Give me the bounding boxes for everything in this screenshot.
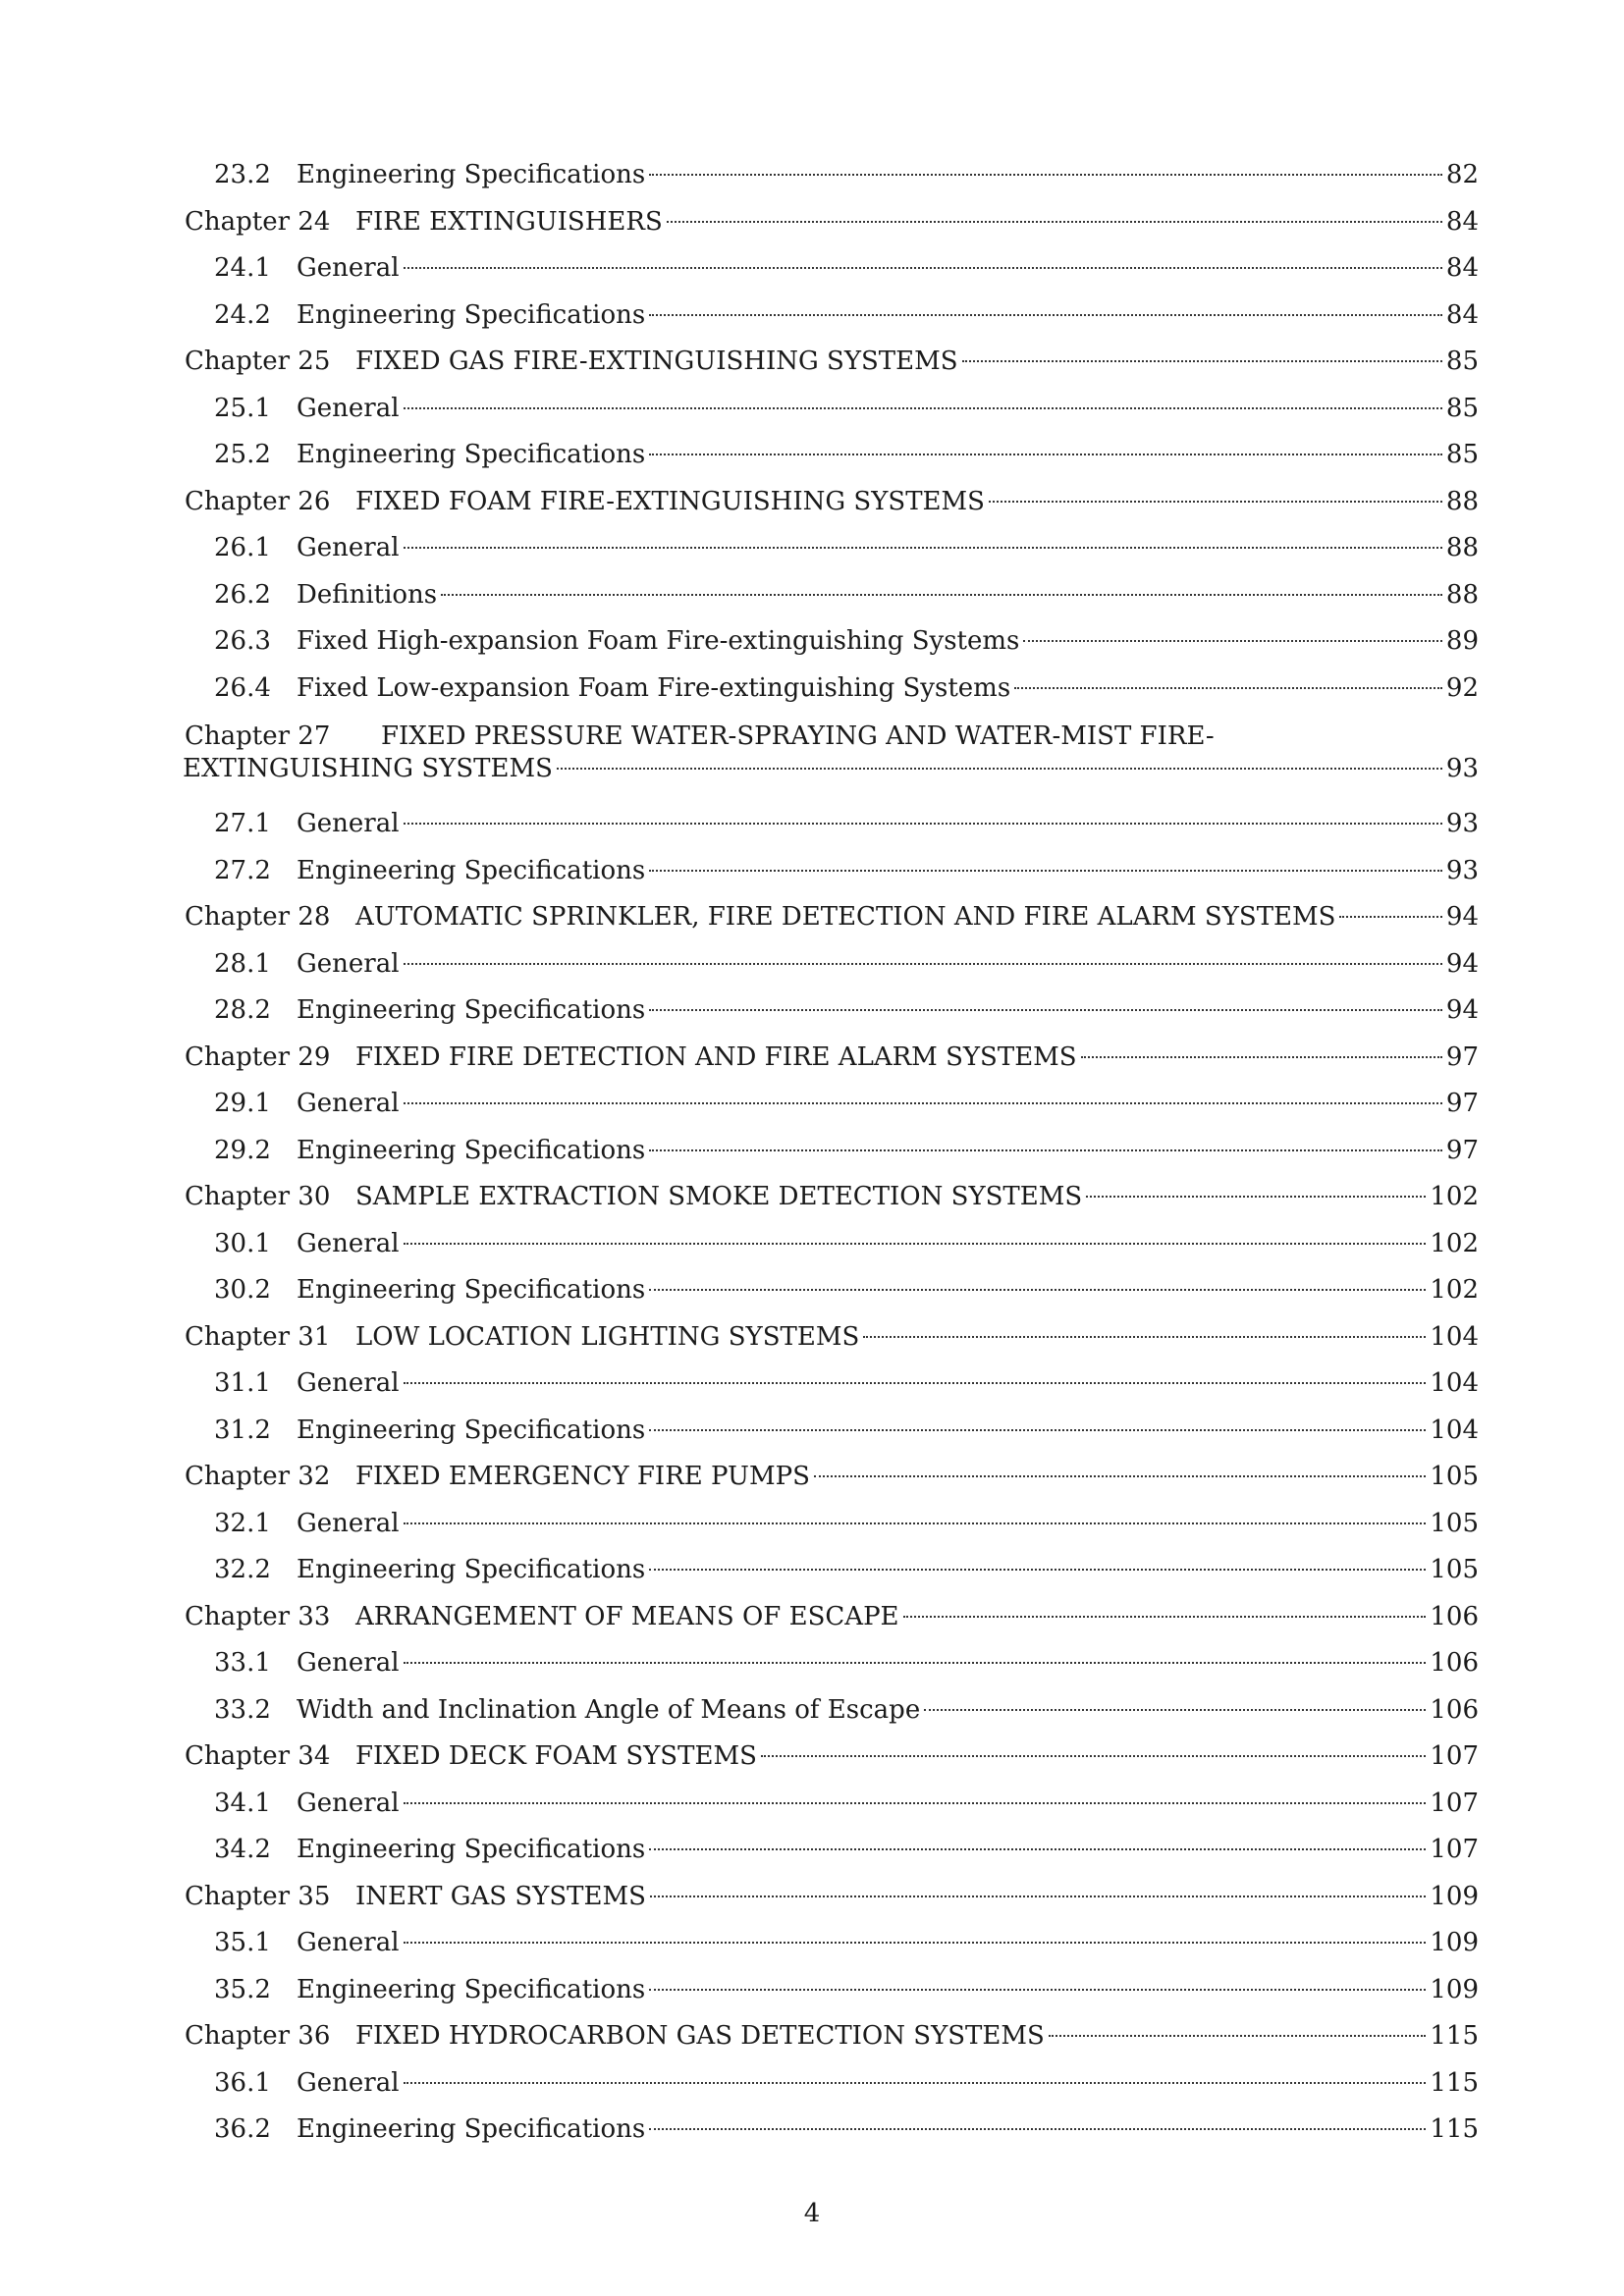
dot-leader — [814, 1475, 1426, 1477]
toc-section-entry[interactable] — [185, 941, 1479, 988]
toc-entry-number: 26.2 — [214, 579, 271, 610]
toc-entry-page: 88 — [1445, 486, 1479, 516]
dot-leader — [1081, 1056, 1442, 1058]
toc-entry-page: 84 — [1445, 206, 1479, 237]
dot-leader — [404, 1243, 1427, 1245]
toc-entry-title: General — [297, 1089, 400, 1118]
dot-leader — [989, 501, 1442, 503]
toc-entry-page: 89 — [1445, 626, 1479, 656]
dot-leader — [441, 594, 1442, 596]
toc-entry-number: 29.2 — [214, 1135, 271, 1165]
toc-chapter-entry[interactable] — [185, 479, 1479, 526]
toc-entry-title: FIXED EMERGENCY FIRE PUMPS — [355, 1462, 810, 1491]
table-of-contents — [185, 152, 1479, 2154]
toc-entry-number: Chapter 26 — [185, 486, 331, 516]
toc-entry-page: 82 — [1445, 160, 1479, 189]
toc-entry-page: 102 — [1430, 1182, 1479, 1211]
toc-chapter-entry[interactable] — [185, 1454, 1479, 1501]
toc-entry-page: 109 — [1430, 1881, 1479, 1911]
toc-entry-title: Engineering Specifications — [297, 1275, 646, 1305]
toc-section-entry[interactable] — [185, 525, 1479, 572]
dot-leader — [649, 1009, 1442, 1011]
toc-entry-title: FIXED DECK FOAM SYSTEMS — [355, 1741, 757, 1771]
toc-entry-title: FIXED FOAM FIRE-EXTINGUISHING SYSTEMS — [355, 486, 985, 516]
toc-entry-page: 84 — [1445, 299, 1479, 330]
toc-entry-number: 36.2 — [214, 2114, 271, 2144]
dot-leader — [1014, 687, 1442, 689]
toc-entry-page: 85 — [1445, 393, 1479, 423]
toc-entry-title: Engineering Specifications — [297, 440, 646, 469]
dot-leader — [667, 221, 1442, 223]
toc-entry-title: Width and Inclination Angle of Means of Escape — [297, 1694, 921, 1725]
dot-leader — [649, 174, 1442, 176]
toc-entry-title: SAMPLE EXTRACTION SMOKE DETECTION SYSTEMS — [355, 1182, 1083, 1211]
toc-entry-page: 107 — [1430, 1788, 1479, 1818]
toc-entry-number: 23.2 — [214, 160, 271, 189]
toc-entry-title: FIXED HYDROCARBON GAS DETECTION SYSTEMS — [355, 2021, 1045, 2051]
toc-entry-number: Chapter 28 — [185, 902, 331, 932]
dot-leader — [404, 1662, 1427, 1664]
toc-entry-title: Engineering Specifications — [297, 1974, 646, 2004]
toc-entry-page: 106 — [1430, 1648, 1479, 1678]
toc-section-entry[interactable] — [185, 1687, 1479, 1735]
toc-entry-title: FIXED PRESSURE WATER-SPRAYING AND WATER-MIST FIRE- — [381, 721, 1215, 751]
dot-leader — [557, 768, 1442, 770]
toc-entry-page: 115 — [1430, 2021, 1479, 2051]
toc-section-entry[interactable] — [185, 2060, 1479, 2108]
toc-entry-page: 109 — [1430, 1974, 1479, 2004]
toc-entry-page: 94 — [1445, 948, 1479, 979]
dot-leader — [649, 1289, 1426, 1291]
toc-chapter-entry[interactable] — [185, 1734, 1479, 1781]
toc-section-entry[interactable] — [185, 1408, 1479, 1455]
toc-entry-title: Engineering Specifications — [297, 1835, 646, 1864]
toc-entry-number: Chapter 30 — [185, 1182, 331, 1211]
toc-entry-title: Engineering Specifications — [297, 1415, 646, 1445]
toc-entry-number: 30.1 — [214, 1228, 271, 1258]
toc-entry-title: INERT GAS SYSTEMS — [355, 1881, 646, 1911]
toc-chapter-entry[interactable] — [185, 2013, 1479, 2060]
toc-entry-title: FIXED GAS FIRE-EXTINGUISHING SYSTEMS — [355, 347, 958, 376]
toc-section-entry[interactable] — [185, 245, 1479, 293]
toc-entry-title: Fixed Low-expansion Foam Fire-extinguishing Systems — [297, 672, 1011, 703]
toc-entry-number: 31.1 — [214, 1368, 271, 1398]
toc-section-entry[interactable] — [185, 988, 1479, 1035]
toc-entry-page: 109 — [1430, 1928, 1479, 1957]
toc-entry-number: 33.1 — [214, 1648, 271, 1678]
toc-entry-number: 32.2 — [214, 1555, 271, 1584]
toc-section-entry[interactable] — [185, 1547, 1479, 1594]
toc-entry-title: Engineering Specifications — [297, 1135, 646, 1165]
toc-chapter-entry[interactable] — [185, 1174, 1479, 1221]
toc-entry-page: 85 — [1445, 440, 1479, 469]
toc-section-entry[interactable] — [185, 1501, 1479, 1548]
toc-entry-number: 32.1 — [214, 1508, 271, 1538]
toc-entry-title: General — [297, 2067, 400, 2098]
toc-section-entry[interactable] — [185, 801, 1479, 848]
dot-leader — [404, 1522, 1427, 1524]
toc-section-entry[interactable] — [185, 572, 1479, 619]
toc-entry-page: 106 — [1430, 1601, 1479, 1631]
toc-entry-title: LOW LOCATION LIGHTING SYSTEMS — [355, 1321, 860, 1352]
toc-entry-page: 107 — [1430, 1835, 1479, 1864]
toc-section-entry[interactable] — [185, 1361, 1479, 1408]
toc-entry-title: ARRANGEMENT OF MEANS OF ESCAPE — [355, 1601, 899, 1631]
dot-leader — [924, 1709, 1426, 1711]
toc-entry-number: 35.2 — [214, 1974, 271, 2004]
dot-leader — [1086, 1196, 1426, 1198]
toc-entry-page: 105 — [1430, 1462, 1479, 1491]
toc-entry-number: 29.1 — [214, 1089, 271, 1118]
toc-entry-page: 84 — [1445, 253, 1479, 283]
toc-section-entry[interactable] — [185, 1967, 1479, 2014]
toc-entry-number: 31.2 — [214, 1415, 271, 1445]
toc-entry-title: General — [297, 1508, 400, 1538]
toc-entry-number: Chapter 27 — [185, 721, 331, 751]
toc-section-entry[interactable] — [185, 432, 1479, 479]
dot-leader — [903, 1616, 1427, 1618]
dot-leader — [863, 1336, 1426, 1338]
toc-entry-page: 97 — [1445, 1041, 1479, 1072]
toc-entry-number: Chapter 29 — [185, 1041, 331, 1072]
toc-entry-title-continued: EXTINGUISHING SYSTEMS — [183, 754, 553, 783]
toc-entry-page: 97 — [1445, 1135, 1479, 1165]
toc-entry-title: AUTOMATIC SPRINKLER, FIRE DETECTION AND FIRE ALARM SYSTEMS — [355, 902, 1336, 932]
toc-entry-number: Chapter 25 — [185, 347, 331, 376]
toc-entry-page: 104 — [1430, 1368, 1479, 1398]
dot-leader — [404, 1102, 1442, 1104]
dot-leader — [404, 823, 1442, 825]
toc-entry-page: 92 — [1445, 672, 1479, 703]
toc-entry-title: Engineering Specifications — [297, 160, 646, 189]
toc-section-entry[interactable] — [185, 1128, 1479, 1175]
toc-entry-number: 25.1 — [214, 393, 271, 423]
toc-chapter-entry[interactable] — [185, 894, 1479, 941]
toc-entry-page: 115 — [1430, 2067, 1479, 2098]
toc-entry-number: 26.1 — [214, 533, 271, 562]
toc-entry-title: General — [297, 253, 400, 283]
toc-entry-page: 104 — [1430, 1321, 1479, 1352]
dot-leader — [1023, 640, 1442, 642]
toc-section-entry[interactable] — [185, 386, 1479, 433]
dot-leader — [404, 963, 1442, 965]
dot-leader — [761, 1755, 1426, 1757]
toc-entry-title: General — [297, 948, 400, 979]
toc-entry-title: General — [297, 1788, 400, 1818]
toc-chapter-entry[interactable] — [185, 1314, 1479, 1362]
toc-entry-number: 28.1 — [214, 948, 271, 979]
toc-section-entry[interactable] — [185, 1081, 1479, 1128]
toc-entry-title: Engineering Specifications — [297, 855, 646, 885]
toc-entry-page: 94 — [1445, 902, 1479, 932]
dot-leader — [1049, 2035, 1427, 2037]
dot-leader — [649, 2128, 1426, 2130]
toc-entry-number: Chapter 33 — [185, 1601, 331, 1631]
toc-entry-number: 34.1 — [214, 1788, 271, 1818]
toc-entry-page: 102 — [1430, 1228, 1479, 1258]
toc-chapter-entry[interactable] — [185, 339, 1479, 386]
toc-section-entry[interactable] — [185, 1221, 1479, 1268]
toc-entry-title: FIRE EXTINGUISHERS — [355, 206, 663, 237]
toc-entry-page: 97 — [1445, 1089, 1479, 1118]
toc-entry-page: 88 — [1445, 579, 1479, 610]
dot-leader — [962, 360, 1442, 362]
toc-entry-page: 88 — [1445, 533, 1479, 562]
toc-section-entry[interactable] — [185, 1267, 1479, 1314]
toc-section-entry[interactable] — [185, 618, 1479, 666]
page-number: 4 — [803, 2199, 821, 2228]
toc-entry-title: General — [297, 393, 400, 423]
toc-entry-title: General — [297, 533, 400, 562]
toc-entry-title: Fixed High-expansion Foam Fire-extinguishing Systems — [297, 626, 1020, 656]
toc-entry-number: 27.2 — [214, 855, 271, 885]
toc-entry-title: Definitions — [297, 579, 438, 610]
toc-entry-page: 93 — [1445, 855, 1479, 885]
toc-chapter-entry[interactable] — [185, 199, 1479, 246]
toc-chapter-entry[interactable] — [185, 1035, 1479, 1082]
toc-entry-page: 85 — [1445, 347, 1479, 376]
toc-entry-number: 27.1 — [214, 809, 271, 838]
dot-leader — [649, 1569, 1426, 1571]
toc-entry-title: General — [297, 1228, 400, 1258]
dot-leader — [404, 1942, 1427, 1944]
toc-entry-number: Chapter 34 — [185, 1741, 331, 1771]
toc-section-entry[interactable] — [185, 293, 1479, 340]
toc-entry-page: 106 — [1430, 1694, 1479, 1725]
toc-entry-number: 33.2 — [214, 1694, 271, 1725]
toc-entry-number: Chapter 35 — [185, 1881, 331, 1911]
toc-entry-number: 34.2 — [214, 1835, 271, 1864]
dot-leader — [649, 870, 1442, 872]
toc-entry-page: 105 — [1430, 1555, 1479, 1584]
toc-entry-number: Chapter 36 — [185, 2021, 331, 2051]
toc-entry-title: Engineering Specifications — [297, 995, 646, 1025]
toc-section-entry[interactable] — [185, 1827, 1479, 1874]
toc-entry-number: 24.2 — [214, 299, 271, 330]
toc-section-entry[interactable] — [185, 2107, 1479, 2154]
dot-leader — [649, 314, 1442, 316]
toc-entry-title: Engineering Specifications — [297, 2114, 646, 2144]
toc-chapter-entry[interactable] — [185, 1874, 1479, 1921]
toc-entry-title: General — [297, 809, 400, 838]
dot-leader — [649, 1429, 1426, 1431]
toc-entry-page: 94 — [1445, 995, 1479, 1025]
toc-entry-number: 35.1 — [214, 1928, 271, 1957]
toc-entry-page: 115 — [1430, 2114, 1479, 2144]
toc-section-entry[interactable] — [185, 848, 1479, 895]
dot-leader — [649, 1848, 1426, 1850]
dot-leader — [404, 547, 1442, 549]
toc-entry-title: General — [297, 1648, 400, 1678]
toc-section-entry[interactable] — [185, 666, 1479, 713]
toc-entry-number: Chapter 24 — [185, 206, 331, 237]
toc-section-entry[interactable] — [185, 152, 1479, 199]
toc-entry-number: 26.4 — [214, 672, 271, 703]
toc-entry-title: FIXED FIRE DETECTION AND FIRE ALARM SYSTEMS — [355, 1041, 1077, 1072]
toc-entry-page: 104 — [1430, 1415, 1479, 1445]
dot-leader — [404, 2082, 1427, 2084]
toc-entry-title: General — [297, 1368, 400, 1398]
toc-entry-number: 24.1 — [214, 253, 271, 283]
toc-entry-page: 93 — [1445, 754, 1479, 783]
toc-entry-number: Chapter 32 — [185, 1462, 331, 1491]
toc-entry-title: Engineering Specifications — [297, 299, 646, 330]
dot-leader — [649, 1989, 1426, 1991]
toc-entry-number: 30.2 — [214, 1275, 271, 1305]
dot-leader — [404, 267, 1442, 269]
toc-entry-page: 102 — [1430, 1275, 1479, 1305]
dot-leader — [649, 1149, 1442, 1151]
toc-entry-number: 26.3 — [214, 626, 271, 656]
toc-entry-title: Engineering Specifications — [297, 1555, 646, 1584]
dot-leader — [404, 1382, 1427, 1384]
dot-leader — [404, 1802, 1427, 1804]
dot-leader — [1339, 916, 1441, 918]
toc-entry-page: 107 — [1430, 1741, 1479, 1771]
toc-entry-title: General — [297, 1928, 400, 1957]
toc-chapter-entry[interactable] — [185, 721, 1479, 801]
toc-section-entry[interactable] — [185, 1640, 1479, 1687]
toc-entry-number: 36.1 — [214, 2067, 271, 2098]
dot-leader — [649, 454, 1442, 455]
toc-entry-number: Chapter 31 — [185, 1321, 331, 1352]
dot-leader — [650, 1896, 1426, 1897]
toc-section-entry[interactable] — [185, 1781, 1479, 1828]
dot-leader — [404, 407, 1442, 409]
toc-entry-number: 28.2 — [214, 995, 271, 1025]
toc-chapter-entry[interactable] — [185, 1594, 1479, 1641]
toc-section-entry[interactable] — [185, 1920, 1479, 1967]
toc-entry-page: 105 — [1430, 1508, 1479, 1538]
toc-entry-number: 25.2 — [214, 440, 271, 469]
toc-entry-page: 93 — [1445, 809, 1479, 838]
